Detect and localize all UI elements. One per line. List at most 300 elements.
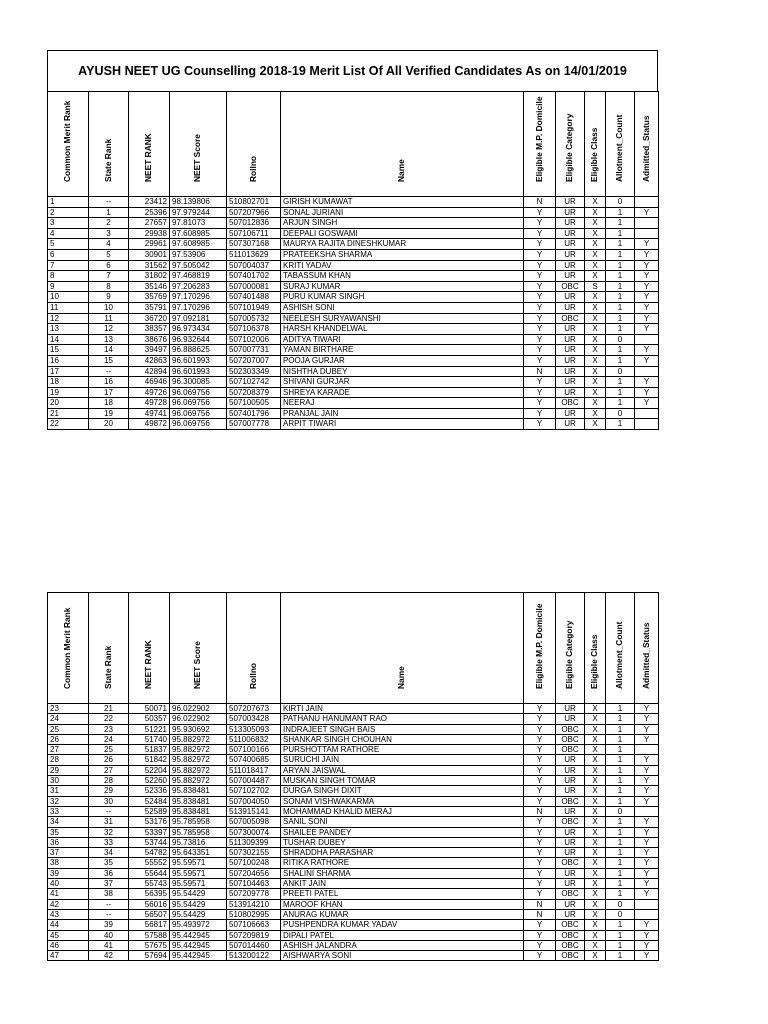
cell-eligible-mp-domicile: Y xyxy=(524,734,556,744)
cell-neet-score: 96.973434 xyxy=(170,324,227,335)
table-row xyxy=(48,366,659,377)
cell-state-rank: 31 xyxy=(89,817,129,827)
cell-eligible-class: X xyxy=(585,930,606,940)
cell-eligible-class: X xyxy=(585,355,606,366)
header-eligible-class xyxy=(585,593,606,704)
cell-name: ANKIT JAIN xyxy=(281,879,524,889)
cell-eligible-class: X xyxy=(585,249,606,260)
cell-allotment-count: 1 xyxy=(606,951,635,961)
cell-rollno: 507106711 xyxy=(227,228,281,239)
merit-table-2 xyxy=(47,592,659,961)
cell-allotment-count: 1 xyxy=(606,765,635,775)
cell-eligible-class: X xyxy=(585,909,606,919)
cell-eligible-category: UR xyxy=(556,848,585,858)
cell-name: ARPIT TIWARI xyxy=(281,419,524,430)
cell-eligible-class: X xyxy=(585,334,606,345)
table-row xyxy=(48,909,659,919)
cell-eligible-mp-domicile: Y xyxy=(524,377,556,388)
header-label: NEET Score xyxy=(192,641,203,690)
cell-name: SHREYA KARADE xyxy=(281,387,524,398)
cell-allotment-count: 1 xyxy=(606,271,635,282)
cell-neet-score: 96.069756 xyxy=(170,408,227,419)
cell-admitted-status xyxy=(635,228,659,239)
cell-name: SHRADDHA PARASHAR xyxy=(281,848,524,858)
cell-eligible-mp-domicile: Y xyxy=(524,765,556,775)
cell-allotment-count: 1 xyxy=(606,889,635,899)
cell-admitted-status xyxy=(635,419,659,430)
cell-neet-score: 96.888625 xyxy=(170,345,227,356)
cell-neet-rank: 56395 xyxy=(129,889,170,899)
cell-name: SHALINI SHARMA xyxy=(281,868,524,878)
cell-common-merit-rank: 34 xyxy=(48,817,89,827)
cell-admitted-status xyxy=(635,909,659,919)
cell-allotment-count: 1 xyxy=(606,228,635,239)
header-label: Admitted_Status xyxy=(640,115,651,183)
cell-common-merit-rank: 32 xyxy=(48,796,89,806)
header-label: NEET RANK xyxy=(143,640,154,690)
cell-name: SONAL JURIANI xyxy=(281,207,524,218)
cell-name: SHIVANI GURJAR xyxy=(281,377,524,388)
cell-eligible-category: UR xyxy=(556,786,585,796)
table-row xyxy=(48,355,659,366)
cell-state-rank: 27 xyxy=(89,765,129,775)
cell-name: ASHISH JALANDRA xyxy=(281,940,524,950)
cell-eligible-category: OBC xyxy=(556,745,585,755)
cell-common-merit-rank: 29 xyxy=(48,765,89,775)
table-row xyxy=(48,786,659,796)
cell-rollno: 507104463 xyxy=(227,879,281,889)
table-row xyxy=(48,817,659,827)
header-admitted-status xyxy=(635,92,659,197)
cell-eligible-class: X xyxy=(585,724,606,734)
cell-common-merit-rank: 18 xyxy=(48,377,89,388)
table-row xyxy=(48,207,659,218)
cell-neet-score: 95.442945 xyxy=(170,951,227,961)
cell-eligible-class: X xyxy=(585,920,606,930)
table-row xyxy=(48,228,659,239)
cell-admitted-status: Y xyxy=(635,313,659,324)
cell-eligible-class: X xyxy=(585,218,606,229)
cell-eligible-category: OBC xyxy=(556,940,585,950)
cell-eligible-mp-domicile: Y xyxy=(524,848,556,858)
header-label: Allotment_Count xyxy=(614,114,625,183)
cell-neet-score: 97.170296 xyxy=(170,292,227,303)
cell-state-rank: 14 xyxy=(89,345,129,356)
cell-admitted-status: Y xyxy=(635,889,659,899)
header-neet-rank xyxy=(129,593,170,704)
cell-state-rank: -- xyxy=(89,197,129,208)
cell-neet-score: 95.59571 xyxy=(170,868,227,878)
title-box xyxy=(47,50,658,91)
cell-state-rank: 34 xyxy=(89,848,129,858)
cell-admitted-status xyxy=(635,366,659,377)
header-label: Eligible Class xyxy=(589,127,600,183)
cell-state-rank: 26 xyxy=(89,755,129,765)
cell-neet-rank: 51740 xyxy=(129,734,170,744)
cell-eligible-category: UR xyxy=(556,207,585,218)
cell-rollno: 507209819 xyxy=(227,930,281,940)
cell-neet-score: 98.139806 xyxy=(170,197,227,208)
cell-admitted-status xyxy=(635,899,659,909)
cell-name: DEEPALI GOSWAMI xyxy=(281,228,524,239)
cell-neet-score: 96.601993 xyxy=(170,366,227,377)
cell-eligible-class: X xyxy=(585,755,606,765)
header-label: NEET Score xyxy=(192,134,203,183)
cell-eligible-category: OBC xyxy=(556,281,585,292)
cell-neet-score: 96.069756 xyxy=(170,419,227,430)
cell-allotment-count: 1 xyxy=(606,260,635,271)
cell-eligible-class: X xyxy=(585,366,606,377)
cell-admitted-status: Y xyxy=(635,345,659,356)
table-row xyxy=(48,218,659,229)
cell-allotment-count: 1 xyxy=(606,292,635,303)
cell-eligible-class: X xyxy=(585,239,606,250)
cell-eligible-class: X xyxy=(585,868,606,878)
cell-rollno: 507204656 xyxy=(227,868,281,878)
cell-common-merit-rank: 24 xyxy=(48,714,89,724)
cell-neet-rank: 36720 xyxy=(129,313,170,324)
cell-eligible-category: UR xyxy=(556,714,585,724)
cell-neet-rank: 35769 xyxy=(129,292,170,303)
cell-neet-score: 95.838481 xyxy=(170,786,227,796)
header-label: Eligible Category xyxy=(564,113,575,183)
cell-state-rank: 37 xyxy=(89,879,129,889)
cell-eligible-mp-domicile: Y xyxy=(524,398,556,409)
header-common-merit-rank xyxy=(48,92,89,197)
cell-eligible-mp-domicile: N xyxy=(524,909,556,919)
cell-neet-rank: 29938 xyxy=(129,228,170,239)
cell-eligible-class: X xyxy=(585,228,606,239)
cell-common-merit-rank: 30 xyxy=(48,776,89,786)
cell-state-rank: 1 xyxy=(89,207,129,218)
cell-eligible-category: UR xyxy=(556,776,585,786)
cell-neet-rank: 55644 xyxy=(129,868,170,878)
cell-admitted-status: Y xyxy=(635,765,659,775)
cell-state-rank: 33 xyxy=(89,837,129,847)
cell-state-rank: 15 xyxy=(89,355,129,366)
cell-rollno: 507102742 xyxy=(227,377,281,388)
cell-eligible-class: X xyxy=(585,765,606,775)
cell-common-merit-rank: 26 xyxy=(48,734,89,744)
cell-name: SHAILEE PANDEY xyxy=(281,827,524,837)
cell-common-merit-rank: 12 xyxy=(48,313,89,324)
cell-eligible-class: X xyxy=(585,419,606,430)
header-neet-score xyxy=(170,593,227,704)
cell-eligible-mp-domicile: Y xyxy=(524,858,556,868)
cell-eligible-mp-domicile: Y xyxy=(524,837,556,847)
cell-allotment-count: 1 xyxy=(606,239,635,250)
cell-neet-score: 97.206283 xyxy=(170,281,227,292)
cell-eligible-class: X xyxy=(585,345,606,356)
table-row xyxy=(48,734,659,744)
cell-eligible-category: UR xyxy=(556,324,585,335)
header-label: Eligible M.P. Domicile xyxy=(533,96,544,183)
cell-rollno: 507005098 xyxy=(227,817,281,827)
cell-rollno: 511013629 xyxy=(227,249,281,260)
cell-eligible-category: OBC xyxy=(556,889,585,899)
cell-admitted-status: Y xyxy=(635,324,659,335)
header-label: Rollno xyxy=(247,156,258,183)
cell-state-rank: 21 xyxy=(89,704,129,714)
cell-eligible-mp-domicile: Y xyxy=(524,334,556,345)
cell-rollno: 513200122 xyxy=(227,951,281,961)
cell-eligible-class: X xyxy=(585,899,606,909)
cell-name: INDRAJEET SINGH BAIS xyxy=(281,724,524,734)
cell-common-merit-rank: 31 xyxy=(48,786,89,796)
cell-allotment-count: 1 xyxy=(606,714,635,724)
header-label: Rollno xyxy=(247,663,258,690)
cell-state-rank: 29 xyxy=(89,786,129,796)
cell-eligible-category: UR xyxy=(556,909,585,919)
cell-neet-score: 95.882972 xyxy=(170,745,227,755)
cell-neet-score: 95.442945 xyxy=(170,930,227,940)
cell-eligible-category: UR xyxy=(556,271,585,282)
cell-eligible-mp-domicile: Y xyxy=(524,951,556,961)
cell-common-merit-rank: 27 xyxy=(48,745,89,755)
table-row xyxy=(48,776,659,786)
cell-admitted-status xyxy=(635,806,659,816)
cell-common-merit-rank: 10 xyxy=(48,292,89,303)
cell-eligible-category: UR xyxy=(556,197,585,208)
cell-state-rank: 18 xyxy=(89,398,129,409)
cell-admitted-status xyxy=(635,218,659,229)
cell-name: PATHANU HANUMANT RAO xyxy=(281,714,524,724)
cell-eligible-category: OBC xyxy=(556,724,585,734)
header-common-merit-rank xyxy=(48,593,89,704)
cell-state-rank: -- xyxy=(89,909,129,919)
cell-eligible-class: X xyxy=(585,704,606,714)
cell-allotment-count: 0 xyxy=(606,197,635,208)
cell-neet-rank: 27657 xyxy=(129,218,170,229)
table-row xyxy=(48,419,659,430)
cell-name: PREETI PATEL xyxy=(281,889,524,899)
cell-common-merit-rank: 11 xyxy=(48,302,89,313)
cell-name: NEERAJ xyxy=(281,398,524,409)
cell-eligible-category: UR xyxy=(556,419,585,430)
cell-eligible-mp-domicile: Y xyxy=(524,714,556,724)
cell-state-rank: 22 xyxy=(89,714,129,724)
cell-admitted-status: Y xyxy=(635,930,659,940)
cell-neet-score: 96.069756 xyxy=(170,387,227,398)
table-row xyxy=(48,879,659,889)
cell-eligible-mp-domicile: Y xyxy=(524,745,556,755)
cell-allotment-count: 1 xyxy=(606,734,635,744)
cell-neet-score: 95.882972 xyxy=(170,765,227,775)
cell-eligible-category: UR xyxy=(556,704,585,714)
header-row xyxy=(48,593,659,704)
cell-name: NISHTHA DUBEY xyxy=(281,366,524,377)
cell-common-merit-rank: 25 xyxy=(48,724,89,734)
cell-common-merit-rank: 9 xyxy=(48,281,89,292)
cell-neet-rank: 50357 xyxy=(129,714,170,724)
cell-neet-rank: 31802 xyxy=(129,271,170,282)
cell-rollno: 507207007 xyxy=(227,355,281,366)
cell-eligible-category: UR xyxy=(556,377,585,388)
cell-state-rank: 35 xyxy=(89,858,129,868)
cell-neet-rank: 31562 xyxy=(129,260,170,271)
cell-name: PUSHPENDRA KUMAR YADAV xyxy=(281,920,524,930)
cell-eligible-mp-domicile: Y xyxy=(524,345,556,356)
cell-neet-score: 95.882972 xyxy=(170,776,227,786)
cell-common-merit-rank: 17 xyxy=(48,366,89,377)
table-row xyxy=(48,796,659,806)
cell-allotment-count: 1 xyxy=(606,355,635,366)
cell-eligible-category: UR xyxy=(556,868,585,878)
cell-admitted-status: Y xyxy=(635,940,659,950)
cell-common-merit-rank: 40 xyxy=(48,879,89,889)
cell-common-merit-rank: 14 xyxy=(48,334,89,345)
cell-state-rank: 39 xyxy=(89,920,129,930)
cell-state-rank: 4 xyxy=(89,239,129,250)
cell-eligible-category: UR xyxy=(556,345,585,356)
header-label: Name xyxy=(396,666,407,690)
cell-neet-rank: 52260 xyxy=(129,776,170,786)
cell-eligible-class: X xyxy=(585,324,606,335)
cell-admitted-status: Y xyxy=(635,302,659,313)
cell-name: RITIKA RATHORE xyxy=(281,858,524,868)
cell-rollno: 507100248 xyxy=(227,858,281,868)
cell-admitted-status: Y xyxy=(635,848,659,858)
cell-common-merit-rank: 8 xyxy=(48,271,89,282)
cell-eligible-category: UR xyxy=(556,334,585,345)
cell-common-merit-rank: 36 xyxy=(48,837,89,847)
cell-neet-rank: 54782 xyxy=(129,848,170,858)
cell-rollno: 507004050 xyxy=(227,796,281,806)
cell-name: HARSH KHANDELWAL xyxy=(281,324,524,335)
cell-neet-rank: 52204 xyxy=(129,765,170,775)
cell-name: TUSHAR DUBEY xyxy=(281,837,524,847)
table-row xyxy=(48,398,659,409)
table-row xyxy=(48,858,659,868)
cell-allotment-count: 1 xyxy=(606,920,635,930)
cell-neet-rank: 25396 xyxy=(129,207,170,218)
cell-eligible-mp-domicile: Y xyxy=(524,292,556,303)
cell-neet-rank: 53176 xyxy=(129,817,170,827)
cell-eligible-class: X xyxy=(585,848,606,858)
cell-eligible-mp-domicile: Y xyxy=(524,281,556,292)
header-name xyxy=(281,92,524,197)
cell-common-merit-rank: 35 xyxy=(48,827,89,837)
cell-neet-rank: 42863 xyxy=(129,355,170,366)
cell-state-rank: 19 xyxy=(89,408,129,419)
cell-rollno: 507401796 xyxy=(227,408,281,419)
cell-rollno: 511018417 xyxy=(227,765,281,775)
cell-admitted-status: Y xyxy=(635,796,659,806)
cell-eligible-class: X xyxy=(585,292,606,303)
cell-rollno: 507106378 xyxy=(227,324,281,335)
cell-state-rank: 2 xyxy=(89,218,129,229)
cell-eligible-class: X xyxy=(585,398,606,409)
cell-state-rank: 16 xyxy=(89,377,129,388)
cell-common-merit-rank: 41 xyxy=(48,889,89,899)
cell-admitted-status: Y xyxy=(635,207,659,218)
cell-eligible-class: X xyxy=(585,197,606,208)
cell-allotment-count: 1 xyxy=(606,817,635,827)
cell-common-merit-rank: 22 xyxy=(48,419,89,430)
cell-common-merit-rank: 16 xyxy=(48,355,89,366)
cell-neet-rank: 38676 xyxy=(129,334,170,345)
header-allotment-count xyxy=(606,593,635,704)
cell-common-merit-rank: 43 xyxy=(48,909,89,919)
table-row xyxy=(48,239,659,250)
cell-eligible-mp-domicile: Y xyxy=(524,419,556,430)
cell-neet-score: 97.979244 xyxy=(170,207,227,218)
cell-neet-score: 95.838481 xyxy=(170,806,227,816)
cell-state-rank: 11 xyxy=(89,313,129,324)
cell-allotment-count: 1 xyxy=(606,786,635,796)
cell-eligible-mp-domicile: N xyxy=(524,197,556,208)
cell-neet-score: 97.092181 xyxy=(170,313,227,324)
cell-eligible-category: OBC xyxy=(556,930,585,940)
cell-common-merit-rank: 1 xyxy=(48,197,89,208)
cell-name: MUSKAN SINGH TOMAR xyxy=(281,776,524,786)
cell-rollno: 507101949 xyxy=(227,302,281,313)
cell-rollno: 507300074 xyxy=(227,827,281,837)
cell-rollno: 507100505 xyxy=(227,398,281,409)
cell-allotment-count: 1 xyxy=(606,827,635,837)
cell-name: GIRISH KUMAWAT xyxy=(281,197,524,208)
cell-neet-rank: 56016 xyxy=(129,899,170,909)
cell-state-rank: 20 xyxy=(89,419,129,430)
cell-state-rank: 3 xyxy=(89,228,129,239)
cell-allotment-count: 0 xyxy=(606,806,635,816)
cell-neet-rank: 35791 xyxy=(129,302,170,313)
cell-eligible-mp-domicile: Y xyxy=(524,817,556,827)
cell-rollno: 507102702 xyxy=(227,786,281,796)
cell-neet-rank: 51842 xyxy=(129,755,170,765)
cell-eligible-mp-domicile: Y xyxy=(524,796,556,806)
cell-neet-rank: 23412 xyxy=(129,197,170,208)
table-row xyxy=(48,345,659,356)
cell-eligible-category: OBC xyxy=(556,796,585,806)
cell-neet-rank: 52336 xyxy=(129,786,170,796)
cell-eligible-category: OBC xyxy=(556,398,585,409)
header-state-rank xyxy=(89,92,129,197)
cell-name: SURUCHI JAIN xyxy=(281,755,524,765)
cell-eligible-mp-domicile: Y xyxy=(524,228,556,239)
cell-name: SHANKAR SINGH CHOUHAN xyxy=(281,734,524,744)
cell-allotment-count: 1 xyxy=(606,704,635,714)
cell-common-merit-rank: 28 xyxy=(48,755,89,765)
cell-eligible-class: X xyxy=(585,776,606,786)
table-row xyxy=(48,313,659,324)
table-row xyxy=(48,724,659,734)
cell-neet-rank: 49872 xyxy=(129,419,170,430)
cell-admitted-status: Y xyxy=(635,755,659,765)
cell-common-merit-rank: 38 xyxy=(48,858,89,868)
table-row xyxy=(48,755,659,765)
cell-state-rank: 13 xyxy=(89,334,129,345)
cell-allotment-count: 1 xyxy=(606,745,635,755)
cell-neet-score: 97.170296 xyxy=(170,302,227,313)
cell-eligible-category: UR xyxy=(556,387,585,398)
cell-rollno: 513915141 xyxy=(227,806,281,816)
cell-eligible-category: OBC xyxy=(556,817,585,827)
header-label: NEET RANK xyxy=(143,133,154,183)
cell-allotment-count: 1 xyxy=(606,755,635,765)
cell-admitted-status: Y xyxy=(635,734,659,744)
cell-name: ARJUN SINGH xyxy=(281,218,524,229)
cell-common-merit-rank: 45 xyxy=(48,930,89,940)
table-row xyxy=(48,377,659,388)
cell-name: PRANJAL JAIN xyxy=(281,408,524,419)
cell-rollno: 507004487 xyxy=(227,776,281,786)
cell-neet-score: 96.022902 xyxy=(170,714,227,724)
cell-allotment-count: 1 xyxy=(606,218,635,229)
cell-eligible-class: X xyxy=(585,302,606,313)
cell-eligible-mp-domicile: Y xyxy=(524,889,556,899)
cell-name: PRATEEKSHA SHARMA xyxy=(281,249,524,260)
